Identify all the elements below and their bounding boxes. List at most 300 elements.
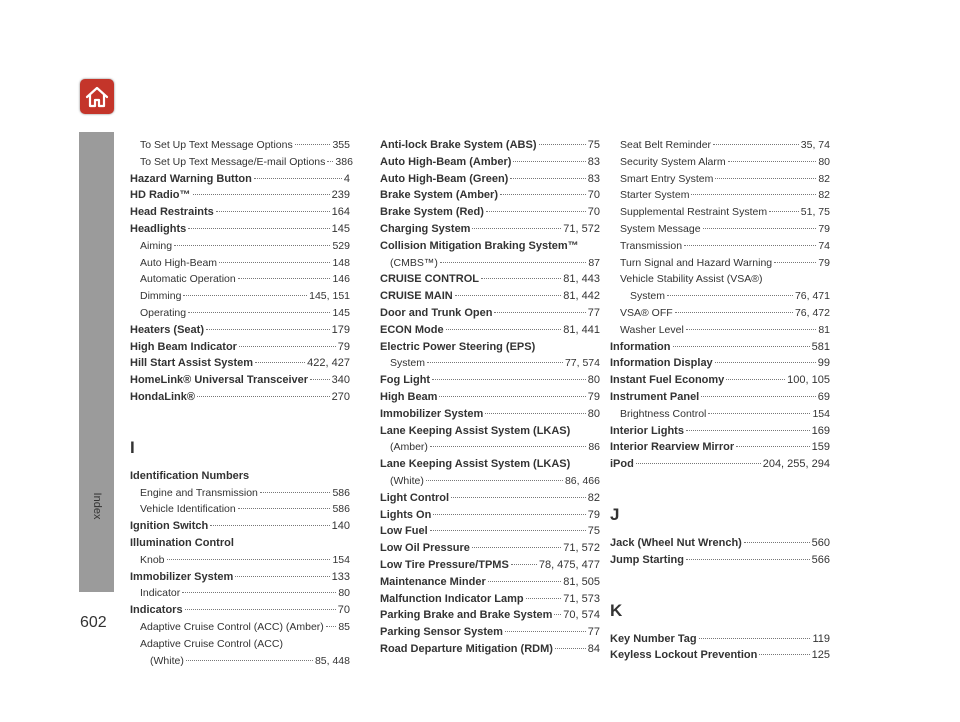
index-term: Lights On — [380, 508, 432, 521]
page-reference[interactable]: 86 — [588, 441, 600, 454]
index-entry[interactable] — [130, 619, 350, 636]
dot-leader — [488, 581, 562, 582]
index-term: Indicator — [140, 587, 181, 600]
index-entry[interactable] — [130, 204, 350, 221]
index-entry[interactable] — [130, 339, 350, 356]
index-entry[interactable] — [610, 535, 830, 552]
dot-leader — [726, 379, 785, 380]
index-entry[interactable] — [610, 305, 830, 322]
page-reference[interactable]: 69 — [817, 390, 830, 403]
page-reference[interactable]: 560 — [811, 536, 830, 549]
dot-leader — [744, 542, 810, 543]
index-term: High Beam Indicator — [130, 340, 237, 353]
index-entry[interactable] — [130, 187, 350, 204]
index-entry[interactable] — [380, 288, 600, 305]
dot-leader — [174, 245, 330, 246]
page-reference[interactable]: 86, 466 — [564, 474, 600, 487]
page-reference[interactable]: 81, 505 — [563, 575, 600, 588]
dot-leader — [686, 559, 810, 560]
page-reference[interactable]: 422, 427 — [307, 357, 350, 370]
index-entry — [610, 271, 830, 288]
dot-leader — [481, 278, 561, 279]
index-entry[interactable] — [610, 238, 830, 255]
index-column-3 — [610, 137, 830, 664]
index-entry[interactable] — [610, 187, 830, 204]
index-entry[interactable] — [610, 137, 830, 154]
index-term: Interior Rearview Mirror — [610, 441, 735, 454]
dot-leader — [451, 497, 586, 498]
dot-leader — [254, 178, 342, 179]
dot-leader — [769, 211, 799, 212]
index-entry[interactable] — [130, 221, 350, 238]
dot-leader — [430, 446, 586, 447]
page-reference[interactable]: 70 — [587, 206, 600, 219]
index-entry[interactable] — [610, 288, 830, 305]
index-term: Instant Fuel Economy — [610, 374, 725, 387]
page-reference[interactable]: 79 — [587, 390, 600, 403]
index-entry[interactable] — [130, 372, 350, 389]
page-reference[interactable]: 80 — [587, 374, 600, 387]
index-term: Ignition Switch — [130, 520, 209, 533]
page-reference[interactable]: 76, 471 — [794, 290, 830, 303]
index-entry[interactable] — [380, 204, 600, 221]
page-reference[interactable]: 85, 448 — [314, 654, 350, 667]
index-term: (White) — [390, 474, 424, 487]
page-reference[interactable]: 75 — [587, 139, 600, 151]
index-term: Aiming — [140, 239, 173, 252]
index-entry[interactable] — [130, 255, 350, 272]
index-term: CRUISE CONTROL — [380, 273, 479, 286]
index-entry[interactable] — [380, 507, 600, 524]
index-entry[interactable] — [130, 288, 350, 305]
index-entry[interactable] — [130, 154, 353, 171]
dot-leader — [691, 194, 816, 195]
index-entry[interactable] — [380, 255, 600, 272]
index-term: Head Restraints — [130, 206, 214, 219]
index-entry[interactable] — [130, 552, 350, 569]
dot-leader — [430, 530, 586, 531]
index-entry[interactable] — [130, 585, 350, 602]
index-entry — [380, 456, 600, 473]
index-entry[interactable] — [380, 221, 600, 238]
index-entry[interactable] — [610, 339, 830, 356]
dot-leader — [432, 379, 586, 380]
page-reference[interactable]: 586 — [332, 486, 350, 499]
index-term: Headlights — [130, 222, 187, 235]
dot-leader — [186, 660, 313, 661]
page-reference[interactable]: 340 — [331, 374, 350, 387]
index-term: Anti-lock Brake System (ABS) — [380, 139, 537, 151]
dot-leader — [210, 525, 329, 526]
page-reference[interactable]: 386 — [335, 155, 353, 168]
dot-leader — [433, 514, 585, 515]
index-term: Vehicle Identification — [140, 503, 236, 516]
page-reference[interactable]: 74 — [818, 239, 830, 252]
dot-leader — [513, 161, 585, 162]
dot-leader — [485, 413, 585, 414]
index-term: Low Tire Pressure/TPMS — [380, 558, 509, 571]
index-entry — [130, 468, 350, 485]
index-entry[interactable] — [380, 137, 600, 154]
page-reference[interactable]: 85 — [338, 620, 350, 633]
page-reference[interactable]: 81 — [818, 323, 830, 336]
page-reference[interactable]: 77 — [587, 306, 600, 319]
page-reference[interactable]: 71, 572 — [563, 222, 600, 235]
index-entry — [130, 636, 350, 653]
index-entry[interactable] — [610, 221, 830, 238]
index-entry[interactable] — [610, 631, 830, 648]
index-entry[interactable] — [380, 574, 600, 591]
index-term: Immobilizer System — [130, 570, 234, 583]
dot-leader — [182, 592, 336, 593]
page-reference[interactable]: 82 — [587, 491, 600, 504]
page-reference[interactable]: 71, 573 — [563, 592, 600, 605]
index-term: Jump Starting — [610, 553, 684, 566]
index-term: (Amber) — [390, 441, 428, 454]
page-reference[interactable]: 51, 75 — [800, 206, 830, 219]
index-entry[interactable] — [130, 501, 350, 518]
dot-leader — [708, 413, 810, 414]
index-entry — [380, 238, 600, 255]
index-term: System — [390, 357, 426, 370]
page-reference[interactable]: 148 — [332, 256, 350, 269]
index-entry[interactable] — [380, 591, 600, 608]
index-term: Brake System (Amber) — [380, 189, 498, 202]
dot-leader — [310, 379, 330, 380]
page-reference[interactable]: 159 — [811, 441, 830, 454]
dot-leader — [440, 262, 586, 263]
dot-leader — [774, 262, 816, 263]
page-reference[interactable]: 80 — [587, 407, 600, 420]
index-entry[interactable] — [380, 187, 600, 204]
index-term: Malfunction Indicator Lamp — [380, 592, 524, 605]
page-reference[interactable]: 77 — [587, 626, 600, 639]
index-term: To Set Up Text Message/E-mail Options — [140, 155, 326, 168]
index-entry[interactable] — [380, 271, 600, 288]
page-reference[interactable]: 81, 441 — [563, 323, 600, 336]
page-reference[interactable]: 70 — [337, 604, 350, 617]
index-term: Interior Lights — [610, 424, 684, 437]
section-spacer — [610, 473, 830, 489]
page-reference[interactable]: 76, 472 — [794, 306, 830, 319]
page-reference[interactable]: 79 — [587, 508, 600, 521]
dot-leader — [206, 329, 330, 330]
index-entry[interactable] — [130, 602, 350, 619]
index-term: HondaLink® — [130, 390, 195, 403]
dot-leader — [686, 329, 817, 330]
dot-leader — [686, 430, 810, 431]
index-entry — [380, 339, 600, 356]
index-entry[interactable] — [610, 355, 830, 372]
dot-leader — [326, 626, 337, 627]
index-entry[interactable] — [130, 322, 350, 339]
index-entry[interactable] — [380, 641, 600, 658]
page-reference[interactable]: 566 — [811, 553, 830, 566]
dot-leader — [455, 295, 562, 296]
index-side-tab[interactable] — [79, 132, 114, 592]
dot-leader — [673, 346, 810, 347]
index-term: Illumination Control — [130, 536, 234, 549]
dot-leader — [636, 463, 761, 464]
index-term: Starter System — [620, 189, 690, 202]
page-reference[interactable]: 581 — [811, 340, 830, 353]
index-entry[interactable] — [380, 322, 600, 339]
page-reference[interactable]: 99 — [817, 357, 830, 370]
index-entry[interactable] — [380, 473, 600, 490]
section-letter: K — [610, 600, 623, 620]
page-reference[interactable]: 75 — [587, 525, 600, 538]
home-button[interactable] — [80, 79, 114, 114]
index-term: Lane Keeping Assist System (LKAS) — [380, 458, 571, 471]
dot-leader — [426, 480, 563, 481]
index-term: Information — [610, 340, 671, 353]
page-reference[interactable]: 145 — [332, 306, 350, 319]
page-reference[interactable]: 154 — [812, 407, 830, 420]
index-term: Information Display — [610, 357, 713, 370]
page-reference[interactable]: 82 — [818, 172, 830, 185]
page-reference[interactable]: 87 — [588, 256, 600, 269]
index-entry[interactable] — [380, 154, 600, 171]
index-entry[interactable] — [610, 389, 830, 406]
index-term: Security System Alarm — [620, 155, 726, 168]
index-term: CRUISE MAIN — [380, 290, 453, 303]
index-term: Auto High-Beam — [140, 256, 218, 269]
index-term: Brightness Control — [620, 407, 707, 420]
page-reference[interactable]: 81, 442 — [563, 290, 600, 303]
index-term: To Set Up Text Message Options — [140, 139, 293, 151]
index-term: Washer Level — [620, 323, 684, 336]
dot-leader — [188, 228, 329, 229]
dot-leader — [511, 564, 537, 565]
page-reference[interactable]: 119 — [812, 632, 830, 645]
dot-leader — [295, 144, 331, 145]
dot-leader — [715, 178, 816, 179]
side-tab-label: Index — [91, 492, 103, 520]
page-reference[interactable]: 270 — [331, 390, 350, 403]
page-reference[interactable]: 35, 74 — [800, 139, 830, 151]
page-reference[interactable]: 77, 574 — [564, 357, 600, 370]
index-entry[interactable] — [130, 271, 350, 288]
dot-leader — [185, 609, 336, 610]
index-term: Electric Power Steering (EPS) — [380, 340, 536, 353]
dot-leader — [713, 144, 799, 145]
dot-leader — [494, 312, 585, 313]
dot-leader — [555, 648, 586, 649]
section-spacer — [610, 569, 830, 585]
page-reference[interactable]: 79 — [337, 340, 350, 353]
page-reference[interactable]: 586 — [332, 503, 350, 516]
page-reference[interactable]: 100, 105 — [787, 374, 830, 387]
index-entry[interactable] — [610, 171, 830, 188]
index-entry[interactable] — [610, 406, 830, 423]
index-term: Auto High-Beam (Green) — [380, 172, 509, 185]
dot-leader — [539, 144, 586, 145]
index-term: System Message — [620, 222, 701, 235]
index-term: Light Control — [380, 491, 450, 504]
page-reference[interactable]: 79 — [818, 256, 830, 269]
dot-leader — [183, 295, 307, 296]
index-entry[interactable] — [610, 439, 830, 456]
index-entry[interactable] — [380, 523, 600, 540]
page-reference[interactable]: 70 — [587, 189, 600, 202]
page-reference[interactable]: 169 — [811, 424, 830, 437]
index-term: VSA® OFF — [620, 306, 673, 319]
index-term: Knob — [140, 553, 165, 566]
dot-leader — [526, 598, 562, 599]
index-entry[interactable] — [610, 204, 830, 221]
index-entry[interactable] — [380, 439, 600, 456]
dot-leader — [235, 576, 329, 577]
dot-leader — [255, 362, 305, 363]
index-term: (White) — [150, 654, 184, 667]
dot-leader — [238, 278, 331, 279]
index-entry[interactable] — [380, 490, 600, 507]
dot-leader — [239, 346, 336, 347]
index-term: Engine and Transmission — [140, 486, 258, 499]
index-term: Instrument Panel — [610, 390, 700, 403]
dot-leader — [260, 492, 331, 493]
index-term: (CMBS™) — [390, 256, 438, 269]
page-number: 602 — [80, 614, 107, 631]
dot-leader — [715, 362, 816, 363]
index-entry[interactable] — [130, 355, 350, 372]
index-entry[interactable] — [130, 569, 350, 586]
index-entry[interactable] — [380, 406, 600, 423]
dot-leader — [675, 312, 793, 313]
index-entry — [130, 535, 350, 552]
index-entry[interactable] — [380, 171, 600, 188]
dot-leader — [510, 178, 585, 179]
page-reference[interactable]: 83 — [587, 155, 600, 168]
page-reference[interactable]: 164 — [331, 206, 350, 219]
page-reference[interactable]: 125 — [811, 649, 830, 662]
index-term: Collision Mitigation Braking System™ — [380, 239, 579, 252]
page-reference[interactable]: 84 — [587, 642, 600, 655]
section-letter: J — [610, 504, 620, 524]
index-term: Road Departure Mitigation (RDM) — [380, 642, 553, 655]
page-reference[interactable]: 71, 572 — [563, 542, 600, 555]
index-term: Seat Belt Reminder — [620, 139, 712, 151]
index-entry[interactable] — [610, 423, 830, 440]
index-term: Lane Keeping Assist System (LKAS) — [380, 424, 571, 437]
page-reference[interactable]: 179 — [331, 323, 350, 336]
dot-leader — [667, 295, 793, 296]
page-reference[interactable]: 133 — [331, 570, 350, 583]
index-term: Vehicle Stability Assist (VSA®) — [620, 273, 763, 286]
index-entry[interactable] — [380, 607, 600, 624]
index-entry — [380, 423, 600, 440]
index-entry[interactable] — [610, 647, 830, 664]
dot-leader — [728, 161, 817, 162]
index-entry[interactable] — [380, 624, 600, 641]
dot-leader — [427, 362, 563, 363]
index-entry[interactable] — [380, 305, 600, 322]
dot-leader — [446, 329, 562, 330]
page-reference[interactable]: 82 — [818, 189, 830, 202]
page-reference[interactable]: 4 — [343, 172, 350, 185]
index-term: Hazard Warning Button — [130, 172, 252, 185]
index-term: Jack (Wheel Nut Wrench) — [610, 536, 742, 549]
index-entry[interactable] — [130, 305, 350, 322]
index-term: Smart Entry System — [620, 172, 714, 185]
index-entry[interactable] — [380, 389, 600, 406]
index-term: Operating — [140, 306, 187, 319]
dot-leader — [759, 654, 809, 655]
index-entry[interactable] — [380, 372, 600, 389]
page-reference[interactable]: 204, 255, 294 — [762, 458, 830, 471]
index-entry[interactable] — [610, 154, 830, 171]
page-reference[interactable]: 80 — [338, 587, 350, 600]
dot-leader — [505, 631, 586, 632]
page-reference[interactable]: 79 — [818, 222, 830, 235]
page-reference[interactable]: 81, 443 — [563, 273, 600, 286]
page-reference[interactable]: 146 — [332, 273, 350, 286]
page-reference[interactable]: 529 — [332, 239, 350, 252]
page-reference[interactable]: 70, 574 — [563, 609, 600, 622]
index-term: Indicators — [130, 604, 183, 617]
index-entry[interactable] — [130, 518, 350, 535]
index-entry[interactable] — [610, 372, 830, 389]
index-term: Immobilizer System — [380, 407, 484, 420]
index-term: iPod — [610, 458, 634, 471]
index-term: Keyless Lockout Prevention — [610, 649, 758, 662]
index-entry[interactable] — [130, 389, 350, 406]
page-reference[interactable]: 154 — [332, 553, 350, 566]
page-reference[interactable]: 145, 151 — [309, 290, 350, 303]
home-icon — [84, 85, 110, 109]
index-entry[interactable] — [130, 653, 350, 670]
dot-leader — [197, 396, 330, 397]
index-entry[interactable] — [610, 255, 830, 272]
page-reference[interactable]: 140 — [331, 520, 350, 533]
index-term: Charging System — [380, 222, 471, 235]
index-term: High Beam — [380, 390, 438, 403]
dot-leader — [219, 262, 330, 263]
index-entry[interactable] — [380, 540, 600, 557]
dot-leader — [486, 211, 586, 212]
index-term: Low Oil Pressure — [380, 542, 470, 555]
page-reference[interactable]: 145 — [331, 222, 350, 235]
index-entry[interactable] — [380, 355, 600, 372]
index-term: Door and Trunk Open — [380, 306, 493, 319]
index-entry[interactable] — [610, 552, 830, 569]
index-entry[interactable] — [130, 485, 350, 502]
section-spacer — [130, 406, 350, 422]
index-entry[interactable] — [610, 456, 830, 473]
index-entry[interactable] — [130, 137, 350, 154]
index-entry[interactable] — [130, 238, 350, 255]
index-term: Low Fuel — [380, 525, 428, 538]
page-reference[interactable]: 80 — [818, 155, 830, 168]
page-reference[interactable]: 78, 475, 477 — [538, 558, 600, 571]
index-term: Hill Start Assist System — [130, 357, 254, 370]
index-term: Supplemental Restraint System — [620, 206, 768, 219]
index-term: Adaptive Cruise Control (ACC) — [140, 637, 283, 650]
index-entry[interactable] — [130, 171, 350, 188]
page-reference[interactable]: 355 — [332, 139, 350, 151]
dot-leader — [238, 508, 331, 509]
index-term: Automatic Operation — [140, 273, 236, 286]
index-entry[interactable] — [380, 557, 600, 574]
index-term: Heaters (Seat) — [130, 323, 204, 336]
index-term: Transmission — [620, 239, 683, 252]
index-entry[interactable] — [610, 322, 830, 339]
index-term: Fog Light — [380, 374, 431, 387]
index-term: Parking Brake and Brake System — [380, 609, 553, 622]
page-reference[interactable]: 83 — [587, 172, 600, 185]
index-term: Dimming — [140, 290, 182, 303]
page-reference[interactable]: 239 — [331, 189, 350, 202]
